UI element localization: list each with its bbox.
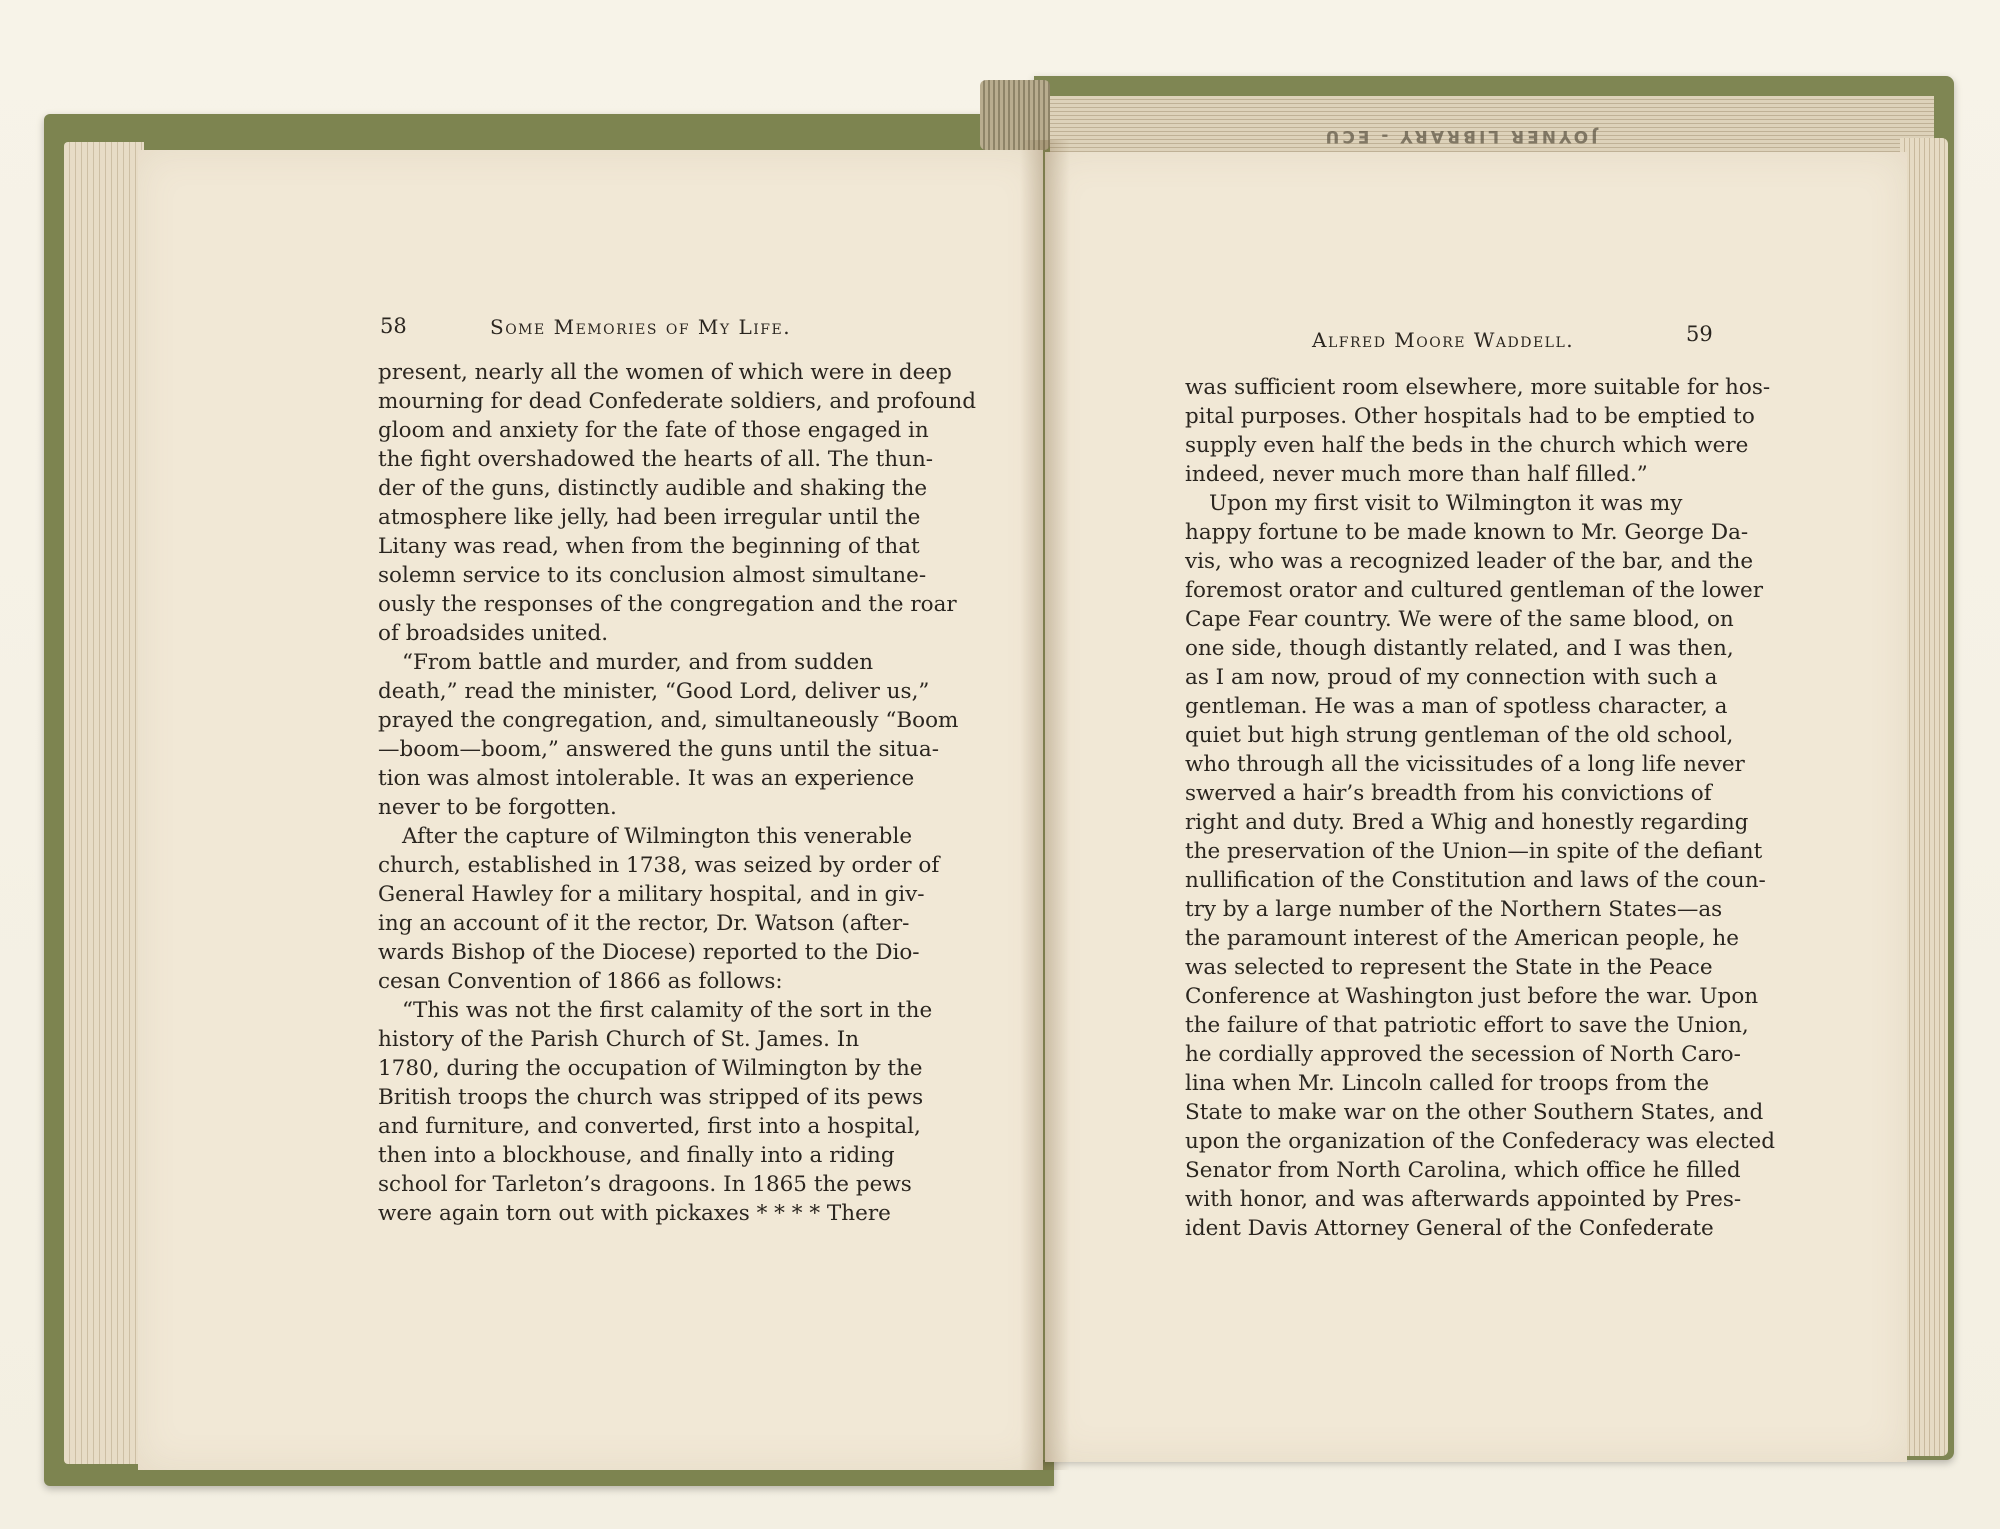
text-line: Cape Fear country. We were of the same blood, on: [1185, 607, 1734, 632]
text-line: one side, though distantly related, and I was then,: [1185, 636, 1734, 661]
text-line: ously the responses of the congregation and the roar: [378, 592, 957, 617]
text-line: right and duty. Bred a Whig and honestly regarding: [1185, 810, 1749, 835]
text-line: supply even half the beds in the church which were: [1185, 433, 1749, 458]
text-line: swerved a hair’s breadth from his convictions of: [1185, 781, 1712, 806]
text-line: indeed, never much more than half filled.”: [1185, 462, 1648, 487]
text-line: were again torn out with pickaxes * * * * There: [378, 1201, 891, 1226]
text-line: General Hawley for a military hospital, and in giv-: [378, 882, 925, 907]
left-page-number: 58: [380, 314, 407, 338]
text-line: pital purposes. Other hospitals had to be emptied to: [1185, 404, 1755, 429]
text-line: After the capture of Wilmington this venerable: [402, 824, 913, 849]
text-line: happy fortune to be made known to Mr. George Da-: [1185, 520, 1749, 545]
text-line: ident Davis Attorney General of the Confederate: [1185, 1216, 1714, 1241]
text-line: gentleman. He was a man of spotless character, a: [1185, 694, 1728, 719]
text-line: the failure of that patriotic effort to save the Union,: [1185, 1013, 1749, 1038]
text-line: Upon my first visit to Wilmington it was my: [1209, 491, 1683, 516]
page-edges-right: [1900, 138, 1948, 1456]
text-line: was selected to represent the State in the Peace: [1185, 955, 1713, 980]
library-edge-stamp: JOYNER LIBRARY - ECU: [1322, 126, 1598, 146]
text-line: wards Bishop of the Diocese) reported to the Dio-: [378, 940, 920, 965]
text-line: who through all the vicissitudes of a long life never: [1185, 752, 1745, 777]
text-line: foremost orator and cultured gentleman of the lower: [1185, 578, 1764, 603]
text-line: der of the guns, distinctly audible and shaking the: [378, 476, 928, 501]
text-line: quiet but high strung gentleman of the old school,: [1185, 723, 1734, 748]
text-line: then into a blockhouse, and finally into a riding: [378, 1143, 895, 1168]
text-line: State to make war on the other Southern States, and: [1185, 1100, 1764, 1125]
text-line: he cordially approved the secession of North Caro-: [1185, 1042, 1741, 1067]
left-running-head: Some Memories of My Life.: [490, 315, 792, 339]
text-line: Litany was read, when from the beginning of that: [378, 534, 920, 559]
text-line: atmosphere like jelly, had been irregular until the: [378, 505, 921, 530]
text-line: and furniture, and converted, first into a hospital,: [378, 1114, 921, 1139]
text-line: try by a large number of the Northern States—as: [1185, 897, 1723, 922]
text-line: prayed the congregation, and, simultaneously “Boom: [378, 708, 959, 733]
text-line: mourning for dead Confederate soldiers, and profound: [378, 389, 977, 414]
text-line: Senator from North Carolina, which office he filled: [1185, 1158, 1741, 1183]
text-line: of broadsides united.: [378, 621, 609, 646]
text-line: nullification of the Constitution and laws of the coun-: [1185, 868, 1766, 893]
text-line: British troops the church was stripped of its pews: [378, 1085, 924, 1110]
text-line: with honor, and was afterwards appointed by Pres-: [1185, 1187, 1742, 1212]
text-line: the preservation of the Union—in spite of the defiant: [1185, 839, 1763, 864]
text-line: vis, who was a recognized leader of the bar, and the: [1185, 549, 1754, 574]
text-line: 1780, during the occupation of Wilmington by the: [378, 1056, 923, 1081]
text-line: the fight overshadowed the hearts of all. The thun-: [378, 447, 934, 472]
right-running-head: Alfred Moore Waddell.: [1312, 328, 1575, 352]
right-page-number: 59: [1686, 322, 1713, 346]
text-line: solemn service to its conclusion almost simultane-: [378, 563, 927, 588]
text-line: cesan Convention of 1866 as follows:: [378, 969, 783, 994]
text-line: “From battle and murder, and from sudden: [402, 650, 874, 675]
text-line: never to be forgotten.: [378, 795, 617, 820]
text-line: ing an account of it the rector, Dr. Watson (after-: [378, 911, 910, 936]
text-line: upon the organization of the Confederacy was elected: [1185, 1129, 1775, 1154]
text-line: was sufficient room elsewhere, more suitable for hos-: [1185, 375, 1771, 400]
text-line: “This was not the first calamity of the sort in the: [402, 998, 933, 1023]
text-line: death,” read the minister, “Good Lord, deliver us,”: [378, 679, 930, 704]
text-line: tion was almost intolerable. It was an experience: [378, 766, 915, 791]
text-line: lina when Mr. Lincoln called for troops from the: [1185, 1071, 1710, 1096]
text-line: church, established in 1738, was seized by order of: [378, 853, 940, 878]
text-line: —boom—boom,” answered the guns until the situa-: [378, 737, 939, 762]
book-gutter: [1020, 140, 1070, 1470]
page-edges-left: [64, 142, 144, 1464]
text-line: history of the Parish Church of St. James. In: [378, 1027, 860, 1052]
text-line: Conference at Washington just before the war. Upon: [1185, 984, 1759, 1009]
text-line: gloom and anxiety for the fate of those engaged in: [378, 418, 929, 443]
text-line: the paramount interest of the American people, he: [1185, 926, 1739, 951]
text-line: school for Tarleton’s dragoons. In 1865 the pews: [378, 1172, 912, 1197]
text-line: as I am now, proud of my connection with such a: [1185, 665, 1718, 690]
text-line: present, nearly all the women of which were in deep: [378, 360, 952, 385]
